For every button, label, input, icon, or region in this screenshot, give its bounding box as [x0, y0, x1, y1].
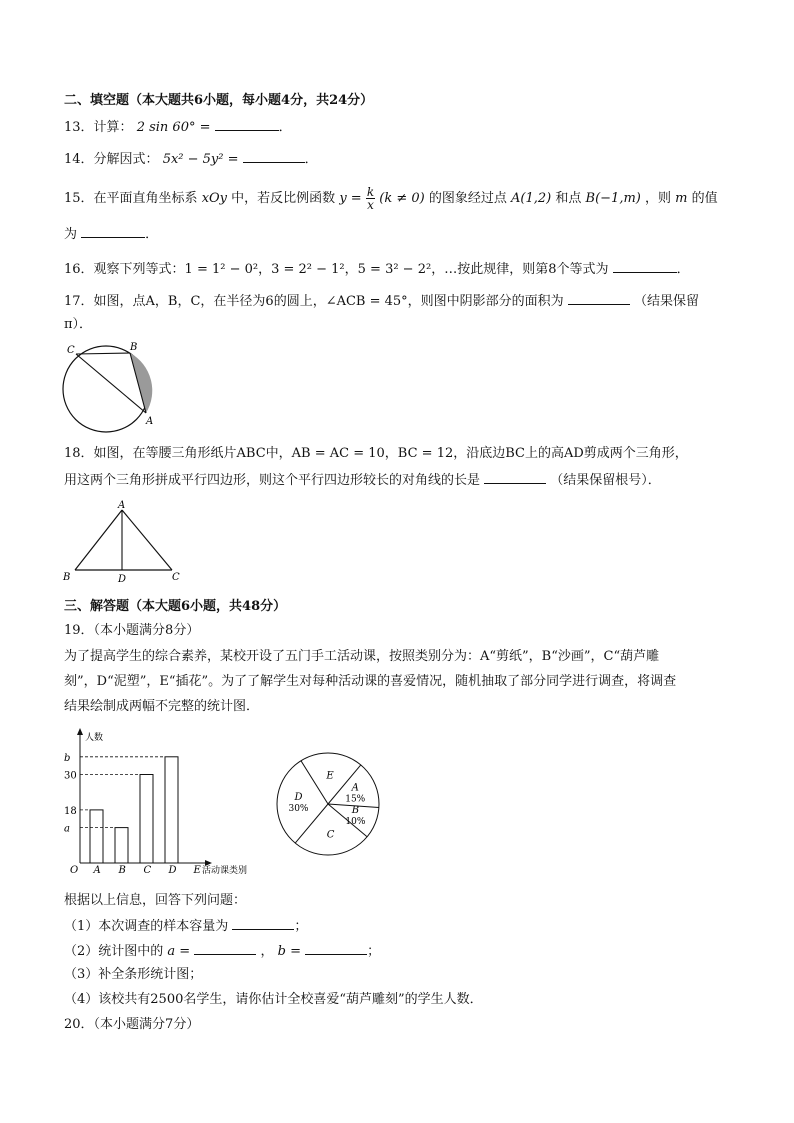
q20-title: 20．（本小题满分7分）	[64, 1017, 200, 1032]
side-ac	[122, 510, 172, 570]
q15-fraction	[366, 186, 375, 211]
q18-text-b: （结果保留根号）．	[550, 473, 661, 488]
bar-chart	[58, 725, 258, 880]
origin-label: O	[70, 865, 79, 876]
y-tick-label-18: 18	[64, 805, 77, 817]
q15-func-y: y =	[339, 191, 362, 206]
q15-frac-denominator: x	[367, 198, 374, 212]
q19-sub1-blank[interactable]	[232, 916, 294, 930]
q18-label-b: B	[63, 572, 71, 583]
q17-circle-figure	[60, 340, 160, 440]
q14-suffix: ．	[304, 152, 318, 167]
q15-text-g: 为	[64, 227, 78, 242]
pie-label-a: A	[351, 782, 359, 794]
pie-percent-a: 15%	[345, 794, 366, 805]
q19-sub2-comma: ，	[260, 944, 274, 959]
x-tick-label-c: C	[143, 865, 152, 876]
pie-label-c: C	[326, 829, 335, 841]
bar-c	[140, 775, 153, 864]
x-axis-label: 活动课类别	[202, 866, 248, 876]
chord-cb	[76, 353, 130, 354]
question-15-line1	[64, 186, 718, 212]
q19-paragraph-2: 刻”，D“泥塑”，E“插花”。为了了解学生对每种活动课的喜爱情况，随机抽取了部分同学进行调查，将调查	[64, 674, 677, 689]
q16-suffix: ．	[676, 262, 690, 277]
q13-suffix: ．	[278, 120, 292, 135]
q18-triangle-figure	[60, 498, 190, 588]
bar-a	[90, 810, 103, 863]
q15-text-d: 和点	[555, 191, 582, 206]
q15-m: m	[675, 191, 688, 206]
question-17-line2: π）．	[64, 317, 93, 332]
q18-answer-blank[interactable]	[484, 470, 546, 484]
q18-label-a: A	[118, 500, 126, 511]
q19-prompt: 根据以上信息，回答下列问题：	[64, 893, 247, 908]
q19-sub2-b-blank[interactable]	[305, 941, 367, 955]
q18-text-a: 用这两个三角形拼成平行四边形，则这个平行四边形较长的对角线的长是	[64, 473, 481, 488]
q19-sub-4: （4）该校共有2500名学生，请你估计全校喜爱“葫芦雕刻”的学生人数．	[64, 992, 483, 1007]
q14-answer-blank[interactable]	[243, 149, 305, 163]
q13-expression: 2 sin 60° =	[136, 120, 211, 135]
y-axis-label: 人数	[85, 733, 104, 743]
x-tick-label-e: E	[193, 865, 201, 876]
q19-sub2-b-eq: b =	[277, 944, 301, 959]
q19-title: 19．（本小题满分8分）	[64, 623, 200, 638]
question-18-line2	[64, 470, 661, 490]
question-13	[64, 117, 292, 137]
q15-point-a: A(1,2)	[511, 191, 552, 206]
q17-answer-blank[interactable]	[568, 291, 630, 305]
x-tick-label-d: D	[168, 865, 177, 876]
bars-group	[90, 757, 178, 863]
section3-heading: 三、解答题（本大题6小题，共48分）	[64, 599, 287, 614]
q19-sub-1	[64, 916, 307, 936]
pie-label-b: B	[351, 805, 360, 817]
x-tick-label-b: B	[118, 865, 126, 876]
q15-text-c: 的图象经过点	[428, 191, 507, 206]
y-axis-arrow	[77, 728, 83, 735]
q19-sub1-end: ；	[294, 919, 308, 934]
q15-point-b: B(−1,m)	[585, 191, 641, 206]
q15-answer-blank[interactable]	[81, 224, 145, 238]
pie-label-d: D	[294, 791, 303, 803]
q14-prefix: 14．分解因式：	[64, 152, 159, 167]
x-tick-label-a: A	[93, 865, 101, 876]
x-ticks-group	[93, 865, 202, 876]
pie-percent-d: 30%	[288, 803, 309, 814]
y-tick-label-a: a	[64, 823, 70, 835]
q19-sub1-text: （1）本次调查的样本容量为	[64, 919, 229, 934]
pie-label-e: E	[326, 770, 334, 782]
y-tick-label-b: b	[64, 752, 71, 764]
q14-expression: 5x² − 5y² =	[162, 152, 239, 167]
q15-xoy: xOy	[201, 191, 228, 206]
q19-paragraph-1: 为了提高学生的综合素养，某校开设了五门手工活动课，按照类别分为：A“剪纸”，B“沙画”，C“葫芦雕	[64, 649, 660, 664]
q19-sub2-a-eq: a =	[167, 944, 191, 959]
q17-text-b: （结果保留	[633, 294, 699, 309]
q15-text-a: 15．在平面直角坐标系	[64, 191, 198, 206]
q19-sub2-end: ；	[367, 944, 381, 959]
q19-sub-2	[64, 941, 380, 961]
q15-text-f: 的值	[691, 191, 718, 206]
question-18-line1: 18．如图，在等腰三角形纸片ABC中，AB = AC = 10，BC = 12，沿底边BC上的高AD剪成两个三角形，	[64, 446, 688, 461]
q17-text: 17．如图，点A，B，C，在半径为6的圆上，∠ACB = 45°，则图中阴影部分的面积为	[64, 294, 564, 309]
section2-heading: 二、填空题（本大题共6小题，每小题4分，共24分）	[64, 93, 374, 108]
q17-label-a: A	[146, 416, 154, 427]
bar-d	[165, 757, 178, 863]
question-15-line2	[64, 224, 158, 244]
question-14	[64, 149, 318, 169]
q16-text: 16．观察下列等式：1 = 1² − 0²，3 = 2² − 1²，5 = 3² − 2²，…按此规律，则第8个等式为	[64, 262, 609, 277]
q19-sub2-text: （2）统计图中的	[64, 944, 164, 959]
bar-b	[115, 828, 128, 863]
q15-frac-numerator: k	[366, 185, 375, 199]
question-16	[64, 259, 690, 279]
side-ab	[75, 510, 122, 570]
shaded-segment	[130, 353, 152, 413]
question-17-line1	[64, 291, 699, 311]
q16-answer-blank[interactable]	[613, 259, 677, 273]
q15-text-h: ．	[145, 227, 159, 242]
q17-label-b: B	[130, 342, 138, 353]
q18-label-d: D	[118, 574, 127, 585]
q19-paragraph-3: 结果绘制成两幅不完整的统计图．	[64, 699, 260, 714]
q19-sub-3: （3）补全条形统计图；	[64, 967, 203, 982]
q13-answer-blank[interactable]	[215, 117, 279, 131]
q15-text-e: ，则	[645, 191, 672, 206]
q13-prefix: 13．计算：	[64, 120, 133, 135]
pie-percent-b: 10%	[345, 817, 366, 828]
q19-sub2-a-blank[interactable]	[194, 941, 256, 955]
q15-text-b: 中，若反比例函数	[231, 191, 336, 206]
q18-label-c: C	[172, 572, 180, 583]
q17-label-c: C	[67, 345, 75, 356]
q15-condition: (k ≠ 0)	[379, 191, 425, 206]
y-tick-label-30: 30	[64, 770, 77, 782]
pie-chart	[272, 748, 384, 860]
